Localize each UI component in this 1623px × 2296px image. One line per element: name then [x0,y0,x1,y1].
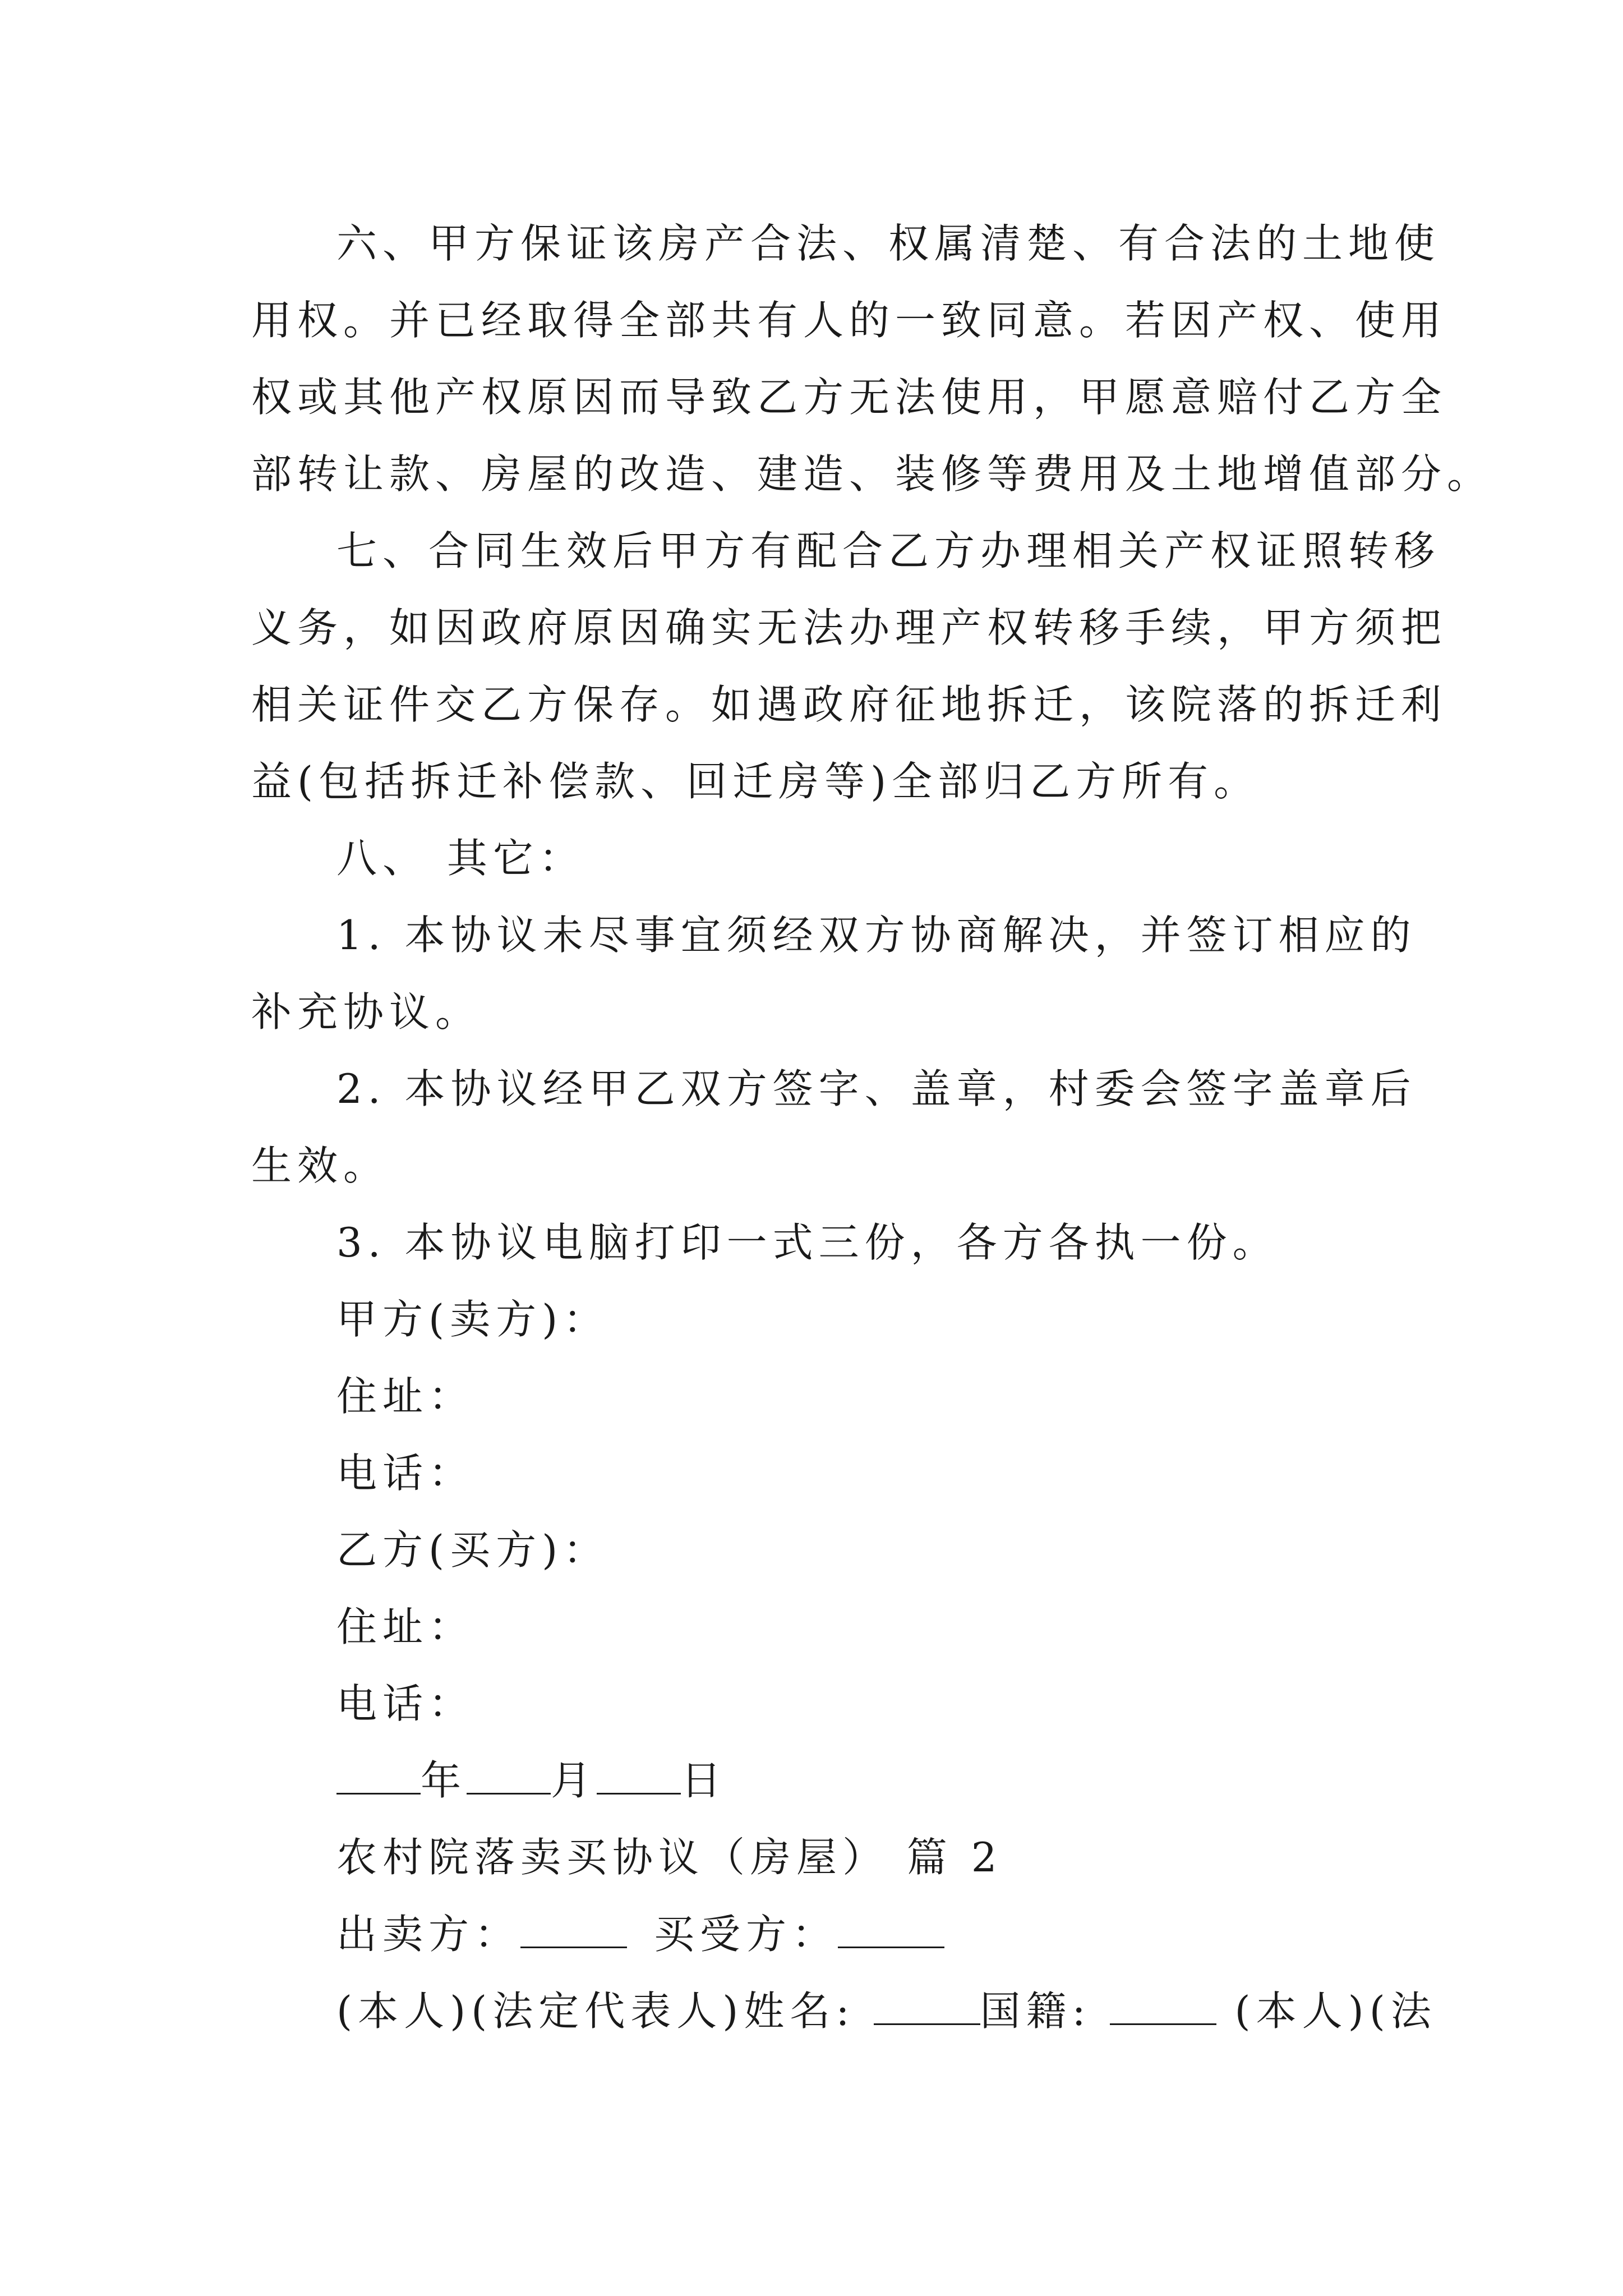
clause-1-line-1: 1. 本协议未尽事宜须经双方协商解决，并签订相应的 [336,912,1417,959]
paragraph-7-line-2: 义务，如因政府原因确实无法办理产权转移手续，甲方须把 [251,604,1447,651]
paragraph-6-line-4: 部转让款、房屋的改造、建造、装修等费用及土地增值部分。 [251,450,1493,498]
day-label: 日 [681,1757,727,1804]
paragraph-6-line-2: 用权。并已经取得全部共有人的一致同意。若因产权、使用 [251,297,1447,344]
party-a-label: 甲方(卖方)： [336,1296,610,1343]
party-b-phone-label: 电话： [336,1680,475,1727]
paragraph-7-line-1: 七、合同生效后甲方有配合乙方办理相关产权证照转移 [336,527,1441,574]
nationality-blank [1110,1987,1216,2025]
paragraph-6-line-1: 六、甲方保证该房产合法、权属清楚、有合法的土地使 [336,220,1441,267]
identity-name-label: (本人)(法定代表人)姓名: [336,1987,874,2035]
date-line [336,1754,1378,1807]
seller-blank [520,1911,627,1948]
paragraph-6-line-3: 权或其他产权原因而导致乙方无法使用，甲愿意赔付乙方全 [251,374,1447,421]
clause-2-line-2: 生效。 [251,1142,390,1189]
nationality-label: 国籍: [980,1987,1110,2035]
identity-continuation: (本人)(法 [1216,1987,1437,2035]
seller-label: 出卖方： [336,1911,521,1958]
party-b-label: 乙方(买方)： [336,1526,610,1573]
section-title: 农村院落卖买协议（房屋） 篇 2 [336,1834,1003,1881]
month-label: 月 [551,1757,597,1804]
year-label: 年 [421,1757,467,1804]
seller-buyer-line [336,1907,1378,1961]
clause-1-line-2: 补充协议。 [251,988,482,1036]
buyer-label: 买受方： [654,1911,838,1958]
party-a-phone-label: 电话： [336,1450,475,1497]
party-b-address-label: 住址： [336,1603,475,1650]
month-blank [467,1757,551,1795]
paragraph-7-line-4: 益(包括拆迁补偿款、回迁房等)全部归乙方所有。 [251,758,1260,805]
year-blank [336,1757,421,1795]
party-a-address-label: 住址： [336,1373,475,1420]
day-blank [597,1757,681,1795]
clause-3-line-1: 3. 本协议电脑打印一式三份，各方各执一份。 [336,1219,1279,1266]
name-blank [874,1987,980,2025]
clause-2-line-1: 2. 本协议经甲乙双方签字、盖章，村委会签字盖章后 [336,1065,1417,1112]
paragraph-8-heading: 八、 其它： [336,835,585,882]
identity-line [336,1984,1437,2038]
paragraph-7-line-3: 相关证件交乙方保存。如遇政府征地拆迁，该院落的拆迁利 [251,681,1447,728]
buyer-blank [838,1911,944,1948]
